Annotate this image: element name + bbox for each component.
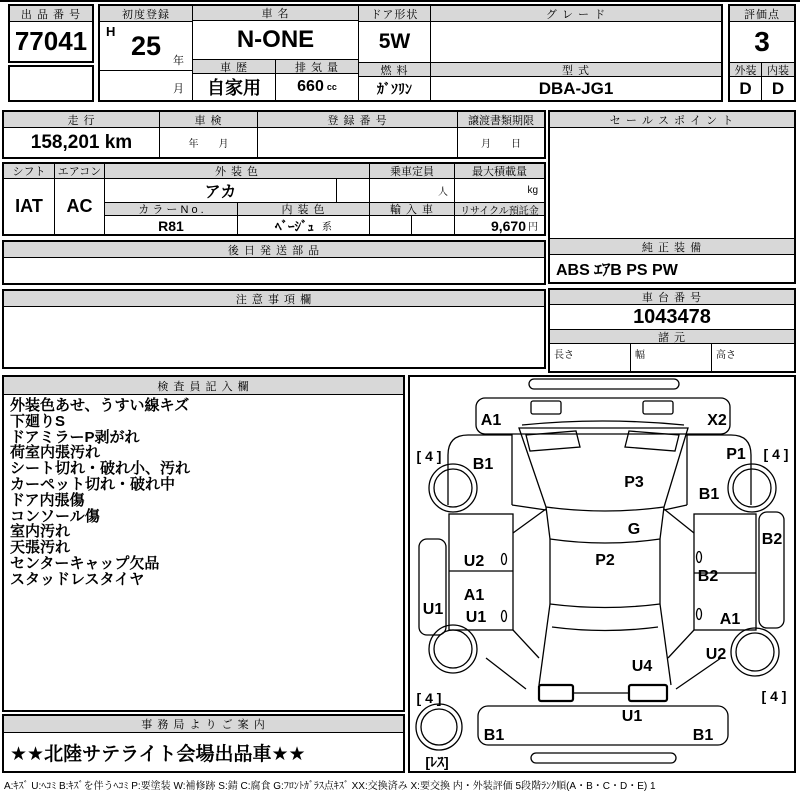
recycle-label: リサイクル預託金 — [455, 203, 544, 216]
specs-label: 諸 元 — [550, 330, 794, 344]
tread-front-right: [ 4 ] — [763, 446, 789, 462]
later-parts-box — [2, 240, 546, 285]
tire-front-right-icon — [728, 464, 776, 512]
inspector-note: 下廻りS — [10, 412, 66, 430]
roof-sides — [550, 539, 660, 604]
later-parts-label: 後 日 発 送 部 品 — [4, 242, 544, 258]
inspector-note: 荷室内張汚れ — [10, 444, 101, 462]
cowl-curve — [522, 421, 684, 425]
mark-right-fender-2: B1 — [698, 486, 720, 503]
inspector-note: カーペット切れ・破れ中 — [10, 475, 176, 493]
model-code-label: 型 式 — [431, 62, 721, 77]
color-headers-row — [105, 164, 544, 179]
aircon-column — [54, 164, 104, 234]
windshield-base-curve — [550, 539, 660, 543]
mark-front-bumper-left: A1 — [480, 412, 502, 429]
color-no-label: カ ラ ー N o . — [105, 203, 238, 216]
colorno-headers-row — [105, 202, 544, 216]
specs-row — [550, 344, 794, 371]
aircon-value: AC — [66, 196, 93, 216]
equipment-value: ABS ｴｱB PS PW — [556, 262, 678, 279]
mark-roof: P2 — [595, 552, 615, 569]
aircon-label: エアコン — [55, 164, 104, 179]
chassis-box — [548, 288, 796, 373]
payload-unit: kg — [527, 185, 538, 196]
tire-rear-left-icon — [429, 625, 477, 673]
right-front-door-handle-icon — [697, 552, 702, 563]
tail-lamp-left-icon — [539, 685, 573, 701]
office-label: 事 務 局 よ り ご 案 内 — [4, 716, 403, 733]
mark-rear-hatch: U4 — [631, 658, 653, 675]
spec-length-label: 長さ — [550, 344, 631, 371]
recycle-value: 9,670 — [490, 217, 526, 234]
capacity-label: 乗車定員 — [370, 164, 455, 179]
inspector-note: ドア内張傷 — [10, 491, 85, 509]
tail-lamp-right-icon — [629, 685, 667, 701]
car-name-value: N-ONE — [236, 26, 315, 54]
score-box — [728, 4, 796, 102]
interior-color-suffix: 系 — [322, 222, 332, 233]
first-registration-column — [100, 6, 192, 100]
color-no-value: R81 — [105, 216, 238, 235]
grade-value — [431, 22, 721, 62]
colorno-values-row — [105, 216, 544, 235]
inspector-note: ドアミラーP剥がれ — [10, 428, 140, 446]
inspector-note: スタッドレスタイヤ — [10, 570, 145, 588]
mark-right-rear-door: A1 — [719, 611, 741, 628]
inspection-label: 車 検 — [160, 112, 257, 128]
displacement-label: 排 気 量 — [276, 60, 358, 74]
front-fold-lines — [512, 505, 694, 533]
chassis-value: 1043478 — [550, 305, 794, 330]
displacement-cell — [276, 74, 358, 100]
interior-color-cell — [238, 216, 370, 235]
inspector-box — [2, 375, 405, 712]
capacity-unit: 人 — [370, 179, 455, 202]
fuel-label: 燃 料 — [359, 62, 430, 77]
car-name-label: 車 名 — [193, 6, 358, 21]
caution-value — [4, 307, 544, 367]
ext-int-values — [730, 77, 794, 100]
later-parts-value — [4, 258, 544, 283]
mark-rear-bumper-right: B1 — [692, 727, 714, 744]
office-box — [2, 714, 405, 773]
exterior-label: 外装 — [730, 63, 762, 77]
color-detail-area — [104, 164, 544, 234]
interior-color-label: 内 装 色 — [238, 203, 370, 216]
shift-column — [4, 164, 54, 234]
door-column — [358, 6, 430, 100]
transfer-docs-label: 譲渡書類期限 — [458, 112, 544, 128]
sales-point-box — [548, 110, 796, 284]
chassis-label: 車 台 番 号 — [550, 290, 794, 305]
history-label: 車 歴 — [193, 60, 276, 74]
model-code-value: DBA-JG1 — [538, 78, 614, 98]
caution-label: 注 意 事 項 欄 — [4, 291, 544, 307]
mark-rear-bumper-left: B1 — [483, 727, 505, 744]
fuel-value: ｶﾞｿﾘﾝ — [377, 80, 412, 97]
tread-rear-right: [ 4 ] — [761, 688, 787, 704]
mark-right-rocker: B2 — [761, 531, 783, 548]
inspector-note: コンソール傷 — [10, 507, 100, 525]
mileage-column — [4, 112, 159, 157]
inspector-note: センターキャップ欠品 — [10, 554, 160, 572]
hatch-window-curve — [552, 627, 658, 631]
tread-front-left: [ 4 ] — [416, 448, 442, 464]
headlight-right-icon — [643, 401, 673, 414]
inspector-label: 検 査 員 記 入 欄 — [4, 377, 403, 395]
door-shape-label: ドア形状 — [359, 6, 430, 22]
first-registration-month-cell — [100, 71, 192, 100]
tire-front-left-icon — [429, 464, 477, 512]
transfer-docs-value: 月 日 — [481, 139, 521, 150]
displacement-unit: cc — [326, 82, 337, 92]
tread-rear-left: [ 4 ] — [416, 690, 442, 706]
spec-height-label: 高さ — [716, 350, 736, 361]
mark-left-front-door: U2 — [463, 553, 485, 570]
rear-fold-lines — [486, 630, 721, 689]
damage-diagram-box — [408, 375, 796, 773]
mark-front-bumper-right: X2 — [707, 412, 727, 429]
inspection-column — [159, 112, 257, 157]
exterior-color-sub-cell — [337, 179, 370, 202]
color-values-row — [105, 179, 544, 202]
import-sub-cell — [370, 216, 412, 235]
mileage-label: 走 行 — [4, 112, 159, 128]
car-damage-diagram — [410, 377, 794, 771]
interior-label: 内装 — [762, 63, 794, 77]
inspection-value: 年 月 — [188, 139, 229, 150]
mark-windshield: G — [627, 521, 641, 538]
spare-tire-icon — [416, 704, 462, 750]
mark-left-rear-door-2: U1 — [465, 609, 487, 626]
right-rocker-shape — [759, 512, 784, 628]
windshield-sides — [546, 507, 664, 539]
history-displacement-values — [193, 74, 358, 100]
mark-right-door: B2 — [697, 568, 719, 585]
door-shape-value: 5W — [378, 30, 411, 53]
roof-rear-curve — [550, 604, 660, 608]
right-rear-door-handle-icon — [697, 609, 702, 620]
office-note: ★★北陸サテライト会場出品車★★ — [10, 743, 306, 765]
registration-number-label: 登 録 番 号 — [258, 112, 457, 128]
rear-bumper-shape — [478, 706, 728, 745]
shift-label: シフト — [4, 164, 54, 179]
top-border-line — [0, 0, 800, 2]
first-registration-year-cell — [100, 22, 192, 71]
left-front-door-handle-icon — [502, 554, 507, 565]
car-name-column — [192, 6, 358, 100]
equipment-label: 純 正 装 備 — [550, 239, 794, 255]
displacement-value: 660 — [297, 78, 324, 95]
inspector-note: シート切れ・破れ小、汚れ — [10, 460, 191, 478]
score-value: 3 — [754, 26, 770, 57]
auction-number-empty-box — [8, 65, 94, 102]
history-value: 自家用 — [193, 74, 276, 100]
damage-code-legend: A:ｷｽﾞ U:ﾍｺﾐ B:ｷｽﾞを伴うﾍｺﾐ P:要塗装 W:補修跡 S:錆 C:腐食 G:ﾌﾛﾝﾄｶﾞﾗｽ点ｷｽﾞ XX:交換済み X:要交換 内・外装評価 5段階ﾗﾝｸ順(A・B・C・D・E) 1 — [4, 781, 656, 792]
score-label: 評価点 — [730, 6, 794, 22]
first-registration-year: 25 — [130, 30, 162, 61]
import-label: 輸 入 車 — [370, 203, 455, 216]
sales-point-value — [550, 128, 794, 239]
inspector-note: 天張汚れ — [10, 539, 71, 557]
mark-rear-panel: U1 — [621, 708, 643, 725]
spare-tire-status: [ﾚｽ] — [425, 754, 449, 770]
mileage-table — [2, 110, 546, 159]
mark-right-fender: P1 — [726, 446, 746, 463]
mark-right-quarter: U2 — [705, 646, 727, 663]
ext-int-headers — [730, 62, 794, 77]
year-suffix: 年 — [173, 55, 184, 67]
caution-box — [2, 289, 546, 369]
interior-grade: D — [771, 78, 785, 98]
mark-left-rocker: U1 — [422, 601, 444, 618]
month-suffix: 月 — [173, 83, 184, 95]
mark-left-rear-door-1: A1 — [463, 587, 485, 604]
recycle-cell — [455, 216, 544, 235]
inspector-note: 室内汚れ — [10, 523, 71, 541]
registration-number-value — [258, 128, 457, 157]
grade-column — [430, 6, 721, 100]
rear-lower-strip — [531, 753, 676, 763]
tire-rear-right-icon — [731, 628, 779, 676]
import-value-cell — [370, 216, 455, 235]
history-displacement-headers — [193, 59, 358, 74]
payload-label: 最大積載量 — [455, 164, 544, 179]
mark-left-fender: B1 — [472, 456, 494, 473]
grade-label: グ レ ー ド — [431, 6, 721, 22]
front-grille-strip — [529, 379, 679, 389]
first-registration-label: 初度登録 — [100, 6, 192, 22]
exterior-color-label: 外 装 色 — [105, 164, 370, 179]
auction-number-value: 77041 — [14, 26, 88, 56]
spec-width-label: 幅 — [631, 344, 712, 371]
exterior-color-value: アカ — [105, 179, 337, 202]
transfer-docs-column — [457, 112, 544, 157]
auction-number-box — [8, 4, 94, 63]
interior-color-value: ﾍﾞｰｼﾞｭ — [275, 219, 314, 234]
hood-shape — [519, 428, 688, 511]
recycle-unit: 円 — [528, 222, 538, 233]
inspector-note: 外装色あせ、うすい線キズ — [10, 397, 190, 414]
mileage-value: 158,201 km — [30, 131, 133, 153]
left-rocker-shape — [419, 539, 446, 635]
headlight-left-icon — [531, 401, 561, 414]
registration-number-column — [257, 112, 457, 157]
exterior-grade: D — [730, 77, 762, 100]
mark-hood: P3 — [624, 474, 644, 491]
left-rear-door-handle-icon — [502, 611, 507, 622]
inspector-notes — [4, 395, 403, 710]
shift-value: IAT — [15, 196, 43, 216]
auction-number-label: 出 品 番 号 — [10, 6, 92, 22]
era-letter: H — [106, 24, 116, 39]
sales-point-label: セ ー ル ス ポ イ ン ト — [550, 112, 794, 128]
color-table — [2, 162, 546, 236]
vehicle-info-table — [98, 4, 723, 102]
